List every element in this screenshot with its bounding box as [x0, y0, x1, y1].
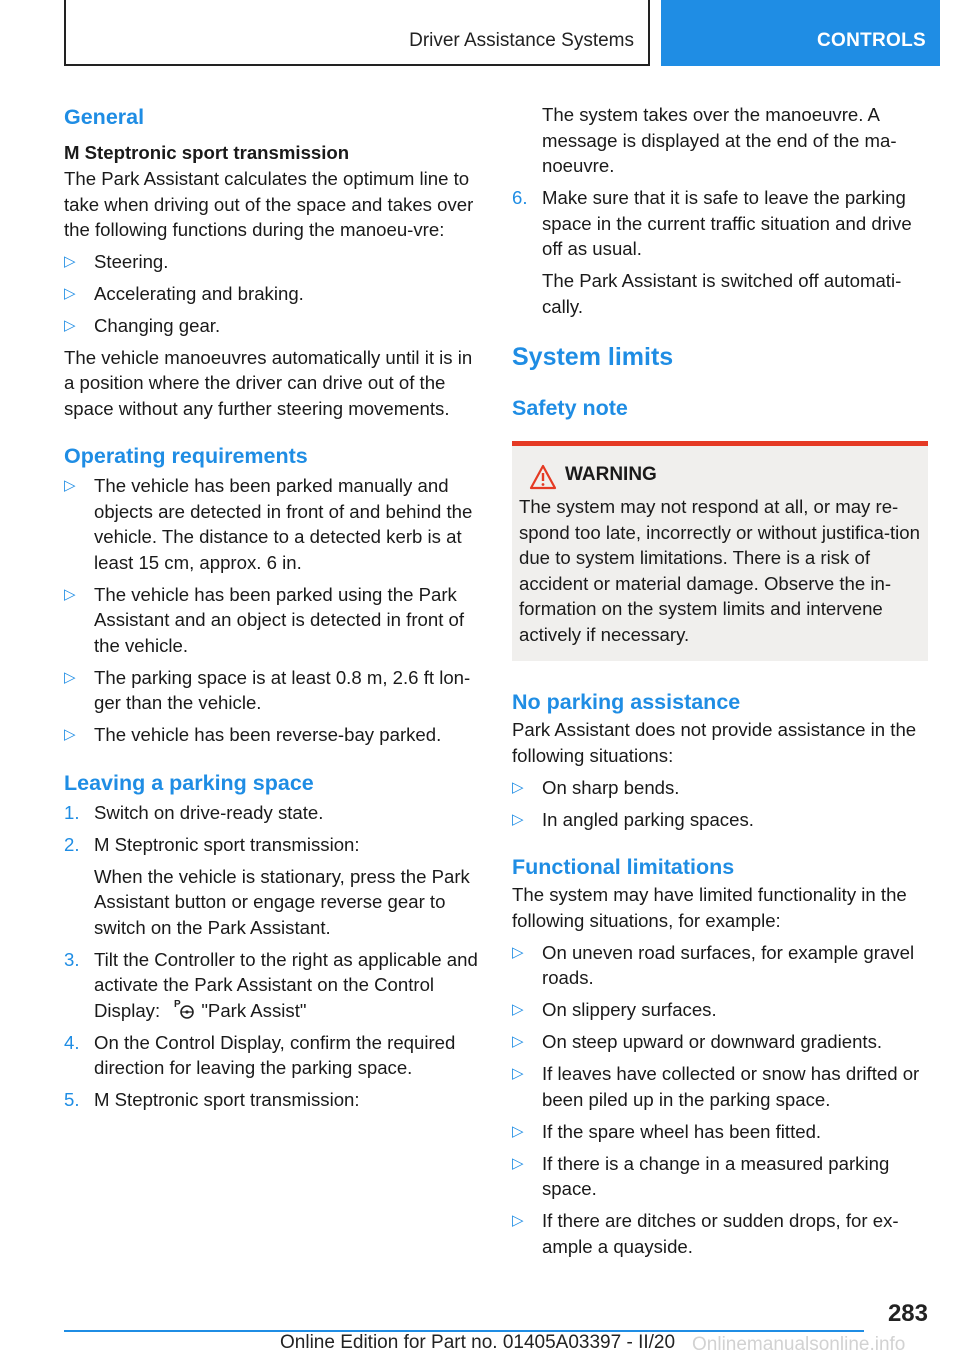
no-assist-list	[512, 775, 928, 833]
list-item-text: If there are ditches or sudden drops, for ex-ample a quayside.	[542, 1210, 899, 1257]
list-item	[512, 807, 928, 833]
triangle-bullet-icon: ▷	[64, 726, 76, 743]
step-item	[64, 832, 480, 858]
header-section-box	[64, 0, 650, 66]
list-item	[512, 1061, 928, 1112]
triangle-bullet-icon: ▷	[64, 585, 76, 603]
system-limits-heading: System limits	[512, 343, 674, 371]
step-item	[512, 185, 928, 262]
general-heading: General	[64, 105, 145, 129]
list-item-text: Steering.	[94, 250, 169, 272]
header-tab-controls	[661, 0, 940, 66]
intro-paragraph: The Park Assistant calculates the optimum line to take when driving out of the space and takes over the following functions during the manoeu-vre:	[64, 168, 474, 240]
list-item-text: If the spare wheel has been fitted.	[542, 1120, 822, 1142]
page-number: 283	[887, 1300, 928, 1327]
m-steptronic-heading: M Steptronic sport transmission	[64, 142, 350, 163]
step-item	[64, 947, 480, 1024]
triangle-bullet-icon: ▷	[64, 284, 76, 302]
list-item	[512, 1151, 928, 1202]
func-list	[512, 940, 928, 1260]
list-item-text: The vehicle has been parked manually and objects are detected in front of and behind the vehicle. The distance to a detected kerb is at least 15 cm, approx. 6 in.	[94, 475, 473, 573]
step-number: 3.	[64, 948, 80, 970]
step-text-menu: "Park Assist"	[201, 999, 307, 1021]
list-item-text: Changing gear.	[94, 314, 221, 336]
operating-requirements-heading: Operating requirements	[64, 444, 308, 468]
warning-triangle-icon	[529, 464, 557, 490]
park-assist-icon	[173, 998, 195, 1020]
list-item-text: The vehicle has been parked using the Park Assistant and an object is detected in front of the vehicle.	[94, 583, 465, 656]
step-number: 6.	[512, 187, 528, 208]
list-item-text: On uneven road surfaces, for example gravel roads.	[542, 941, 915, 988]
step-number: 4.	[64, 1031, 80, 1053]
warning-label: WARNING	[565, 464, 657, 485]
warning-header	[519, 464, 920, 492]
list-item	[64, 582, 480, 659]
list-item	[64, 281, 480, 307]
functional-limitations-heading: Functional limitations	[512, 855, 735, 879]
func-intro: The system may have limited functionality in the following situations, for example:	[512, 884, 907, 931]
list-item	[512, 1119, 928, 1145]
list-item-text: The vehicle has been reverse-bay parked.	[94, 724, 442, 745]
list-item	[512, 940, 928, 991]
step-number: 1.	[64, 801, 80, 823]
list-item	[512, 1208, 928, 1259]
triangle-bullet-icon: ▷	[64, 477, 76, 494]
list-item-text: On steep upward or downward gradients.	[542, 1031, 883, 1052]
list-item-text: On sharp bends.	[542, 776, 680, 798]
header-tab-label: CONTROLS	[816, 30, 926, 51]
triangle-bullet-icon: ▷	[512, 1154, 524, 1172]
step-item	[64, 800, 480, 826]
step-item	[64, 1030, 480, 1081]
list-item-text: If there is a change in a measured parking space.	[542, 1152, 890, 1199]
triangle-bullet-icon: ▷	[512, 1033, 524, 1050]
list-item	[512, 775, 928, 801]
triangle-bullet-icon: ▷	[512, 810, 524, 828]
right-column	[512, 102, 928, 1259]
triangle-bullet-icon: ▷	[64, 252, 76, 270]
warning-text: The system may not respond at all, or may re-spond too late, incorrectly or without justifica-tion due to system limitations. There is a risk of accident or material damage. Observe the in-formation on the system limits and intervene actively if necessary.	[519, 496, 920, 645]
triangle-bullet-icon: ▷	[512, 778, 524, 796]
after-paragraph: The vehicle manoeuvres automatically until it is in a position where the driver can drive out of the space without any further steering movements.	[64, 346, 473, 419]
step-text: On the Control Display, confirm the required direction for leaving the parking space.	[94, 1031, 456, 1078]
triangle-bullet-icon: ▷	[512, 1212, 524, 1229]
list-item-text: On slippery surfaces.	[542, 999, 717, 1020]
functions-list	[64, 249, 480, 339]
edition-text: Online Edition for Part no. 01405A03397 - II/20	[280, 1332, 676, 1353]
left-column	[64, 102, 480, 1113]
triangle-bullet-icon: ▷	[512, 1122, 524, 1140]
list-item	[64, 473, 480, 575]
triangle-bullet-icon: ▷	[512, 943, 524, 961]
no-assist-intro: Park Assistant does not provide assistance in the following situations:	[512, 719, 917, 766]
safety-note-heading: Safety note	[512, 396, 628, 420]
header-section-title: Driver Assistance Systems	[409, 30, 634, 51]
no-parking-assistance-heading: No parking assistance	[512, 690, 741, 714]
list-item	[64, 722, 480, 748]
step-text: Tilt the Controller to the right as applicable and activate the Park Assistant on the Control Display:	[94, 948, 478, 1021]
triangle-bullet-icon: ▷	[64, 668, 76, 686]
step-text: M Steptronic sport transmission:	[94, 833, 360, 855]
step6-subtext: The Park Assistant is switched off automati-cally.	[542, 270, 902, 317]
step-subtext: When the vehicle is stationary, press the Park Assistant button or engage reverse gear to switch on the Park Assistant.	[94, 865, 470, 938]
list-item	[512, 1029, 928, 1055]
list-item	[64, 313, 480, 339]
requirements-list	[64, 473, 480, 748]
list-item	[64, 249, 480, 275]
step-text: Make sure that it is safe to leave the parking space in the current traffic situation and drive off as usual.	[542, 187, 912, 259]
list-item-text: The parking space is at least 0.8 m, 2.6 ft lon-ger than the vehicle.	[94, 666, 471, 713]
list-item	[512, 997, 928, 1023]
list-item	[64, 665, 480, 716]
step-text: Switch on drive-ready state.	[94, 801, 324, 823]
list-item-text: Accelerating and braking.	[94, 282, 304, 304]
triangle-bullet-icon: ▷	[512, 1001, 524, 1018]
svg-text:P: P	[174, 998, 181, 1010]
step5-subtext: The system takes over the manoeuvre. A message is displayed at the end of the ma-noeuvre.	[542, 104, 897, 176]
triangle-bullet-icon: ▷	[512, 1065, 524, 1082]
step-item	[64, 1087, 480, 1113]
triangle-bullet-icon: ▷	[64, 316, 76, 334]
list-item-text: In angled parking spaces.	[542, 808, 754, 830]
steps-list	[64, 800, 480, 1113]
watermark-text: Onlinemanualsonline.info	[692, 1334, 906, 1355]
step-text: M Steptronic sport transmission:	[94, 1089, 360, 1110]
step-number: 5.	[64, 1089, 80, 1110]
list-item-text: If leaves have collected or snow has drifted or been piled up in the parking space.	[542, 1063, 920, 1110]
leaving-parking-space-heading: Leaving a parking space	[64, 770, 314, 795]
warning-box	[512, 441, 928, 661]
step-number: 2.	[64, 833, 80, 855]
